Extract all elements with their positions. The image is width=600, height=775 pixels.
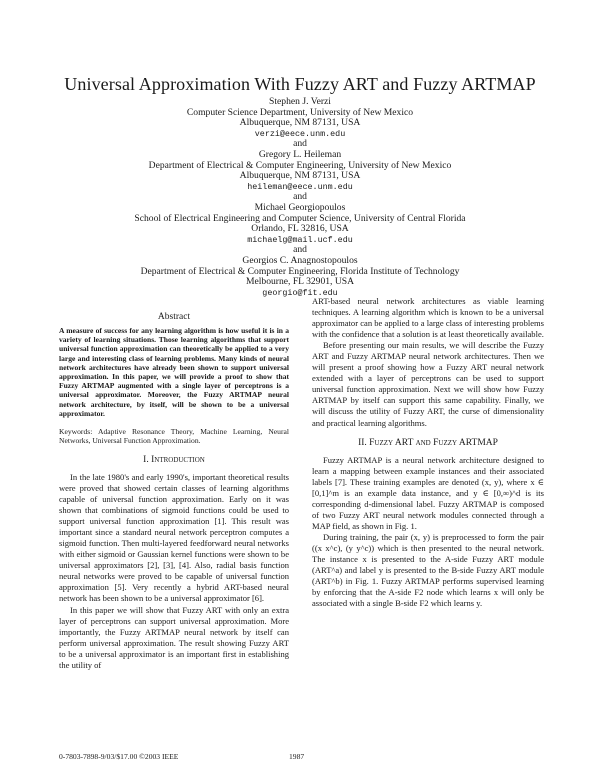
author-separator: and: [293, 244, 307, 256]
author-affiliation: School of Electrical Engineering and Computer Science, University of Central Florida: [134, 212, 466, 224]
paper-title: Universal Approximation With Fuzzy ART and Fuzzy ARTMAP: [64, 74, 536, 94]
author-email: michaelg@mail.ucf.edu: [247, 234, 353, 245]
section-number: I.: [143, 454, 149, 465]
paragraph: ART-based neural network architectures as viable learning techniques. A learning algorithm which is known to be a universal approximator can be applied to a large class of interesting problems with the confidence that a solution is at least theoretically available.: [312, 296, 544, 340]
abstract-text: A measure of success for any learning algorithm is how useful it is in a variety of learning situations. Those learning algorithms that support universal function approximation can theoretically be applied to a very large and interesting class of learning problems. Many kinds of neural network architectures have already been shown to support universal approximation. In this paper, we will provide a proof to show that Fuzzy ARTMAP augmented with a single layer of perceptrons is a universal approximator. Moreover, the Fuzzy ARTMAP neural network architecture, by itself, will be shown to be a universal approximator.: [59, 326, 289, 418]
author-affiliation: Department of Electrical & Computer Engineering, University of New Mexico: [148, 159, 452, 171]
author-separator: and: [293, 191, 307, 203]
author-address: Melbourne, FL 32901, USA: [245, 276, 355, 288]
paragraph: Fuzzy ARTMAP is a neural network architecture designed to learn a mapping between example instances and their associated labels [7]. These training examples are denoted (x, y), where x ∈ [0,1]^m is an example data instance, and y ∈ [0,∞)^d is its corresponding d-dimensional label. Fuzzy ARTMAP is composed of two Fuzzy ART neural network modules connected through a MAP field, as shown in Fig. 1.: [312, 454, 544, 531]
author-email: heileman@eece.unm.edu: [247, 181, 353, 192]
author-name: Michael Georgiopoulos: [254, 201, 346, 213]
page-number: 1987: [289, 752, 305, 761]
section-title: Fuzzy ART and Fuzzy ARTMAP: [369, 437, 498, 448]
author-name: Stephen J. Verzi: [269, 96, 331, 107]
paragraph: In this paper we will show that Fuzzy ART with only an extra layer of perceptrons can support universal approximation. More importantly, the Fuzzy ARTMAP neural network by itself can perform universal approximation. The result showing Fuzzy ART to be a universal approximator is an important first in establishing the utility of: [59, 604, 289, 670]
author-name: Georgios C. Anagnostopoulos: [242, 254, 358, 266]
section-heading-fuzzy-art: [312, 438, 544, 449]
author-separator: and: [293, 138, 307, 150]
author-block: [0, 97, 600, 298]
section-heading-introduction: [59, 455, 289, 466]
author-affiliation: Department of Electrical & Computer Engineering, Florida Institute of Technology: [140, 265, 460, 277]
section-title: Introduction: [151, 454, 205, 465]
paragraph: Before presenting our main results, we will describe the Fuzzy ART and Fuzzy ARTMAP neural network architectures. Then we will present a proof showing how a Fuzzy ART neural network extended with a layer of perceptrons can be used to support universal function approximation. Next we will show how Fuzzy ARTMAP by itself can support this same capability. Finally, we will discuss the utility of Fuzzy ART, the curse of dimensionality and practical learning algorithms.: [312, 340, 544, 428]
paragraph: During training, the pair (x, y) is preprocessed to form the pair ((x x^c), (y y^c)) which is then presented to the neural network. The instance x is presented to the A-side Fuzzy ART module (ART^a) and label y is presented to the B-side Fuzzy ART module (ART^b) in Fig. 1. Fuzzy ARTMAP performs supervised learning by enforcing that the A-side F2 node which learns x will only be associated with a single B-side F2 which learns y.: [312, 531, 544, 609]
author-address: Orlando, FL 32816, USA: [251, 223, 349, 235]
left-column: [59, 312, 289, 671]
author-address: Albuquerque, NM 87131, USA: [239, 170, 361, 182]
section-number: II.: [358, 437, 367, 448]
copyright-line: 0-7803-7898-9/03/$17.00 ©2003 IEEE: [59, 752, 179, 761]
author-affiliation: Computer Science Department, University of New Mexico: [186, 106, 414, 118]
keywords: Keywords: Adaptive Resonance Theory, Machine Learning, Neural Networks, Universal Function Approximation.: [59, 427, 289, 446]
abstract-heading: Abstract: [157, 312, 191, 322]
right-column: [312, 296, 544, 609]
paragraph: In the late 1980's and early 1990's, important theoretical results were proved that showed certain classes of learning algorithms capable of universal function approximation. Early on it was shown that combinations of sigmoid functions could be used to support universal function approximation [1]. This result was important since a standard neural network perceptron computes a sigmoid function. Then multi-layered feedforward neural networks with either sigmoid or Gaussian kernel functions were shown to be universal approximators [2], [3], [4]. Also, radial basis function neural networks were proved to be capable of universal function approximation [5]. Very recently a hybrid ART-based neural network has been shown to be a universal approximator [6].: [59, 471, 289, 604]
author-address: Albuquerque, NM 87131, USA: [239, 117, 361, 129]
author-email: georgio@fit.edu: [262, 287, 338, 298]
author-email: verzi@eece.unm.edu: [254, 128, 346, 139]
author-name: Gregory L. Heileman: [258, 148, 342, 160]
